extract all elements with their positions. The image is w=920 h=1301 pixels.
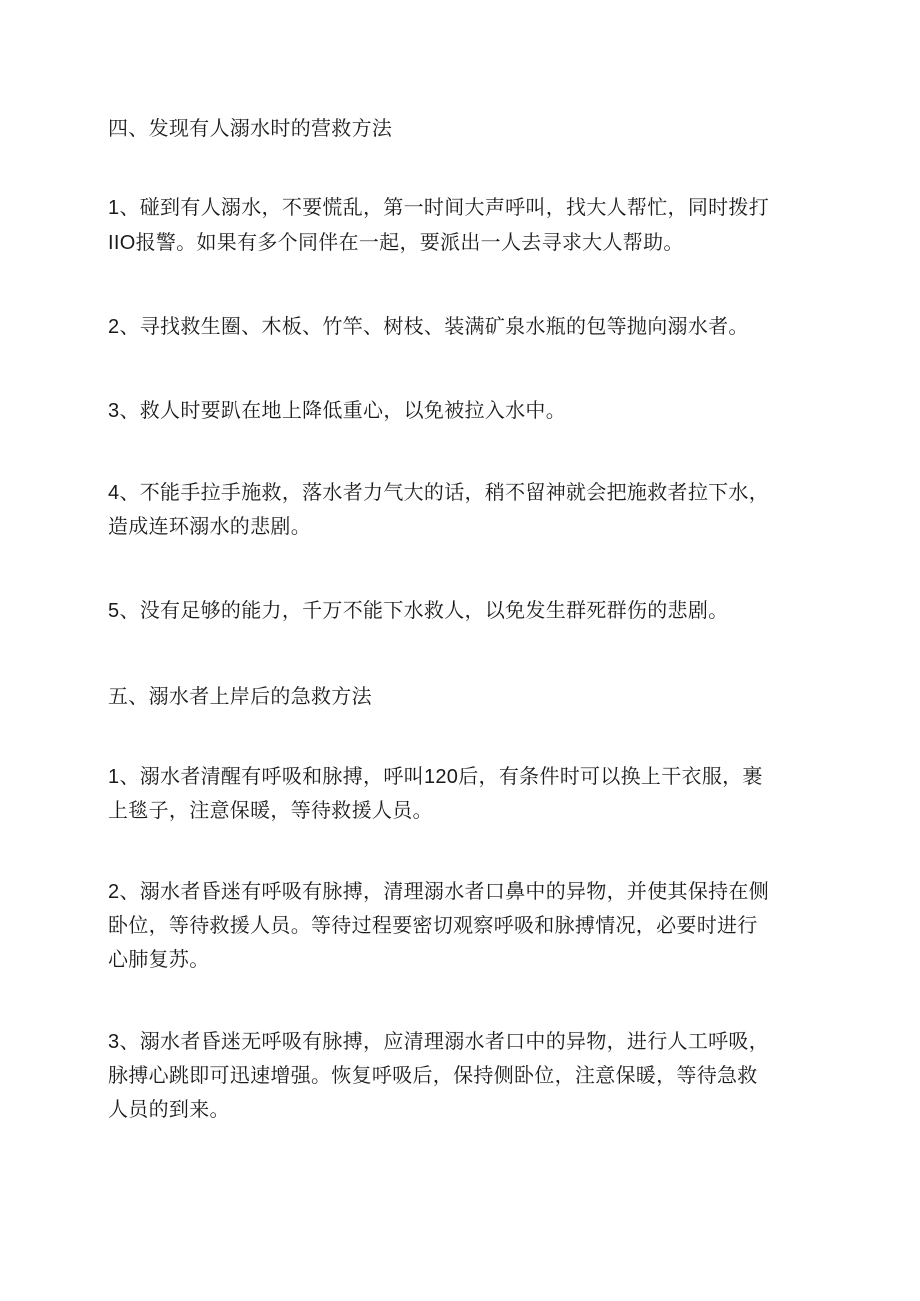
section-4-item-5 (108, 596, 728, 625)
item-text: 报警。如果有多个同伴在一起，要派出一人去寻求大人帮助。 (135, 230, 684, 254)
section-5-item-3-cont-1: 脉搏心跳即可迅速增强。恢复呼吸后，保持侧卧位，注意保暖，等待急救 (108, 1063, 758, 1087)
item-text: 、没有足够的能力，千万不能下水救人，以免发生群死群伤的悲剧。 (119, 598, 729, 622)
section-5-item-3 (108, 1027, 769, 1056)
section-5-item-2-cont-1: 卧位，等待救援人员。等待过程要密切观察呼吸和脉搏情况，必要时进行 (108, 913, 758, 937)
section-5-heading: 五、溺水者上岸后的急救方法 (108, 684, 372, 708)
item-number: 2 (108, 316, 120, 338)
item-text: 、溺水者昏迷无呼吸有脉搏，应清理溺水者口中的异物，进行人工呼吸， (119, 1029, 770, 1053)
item-number: 5 (108, 600, 120, 622)
section-5-item-2-cont-2: 心肺复苏。 (108, 947, 210, 971)
item-number: 3 (108, 400, 120, 422)
item-number: 4 (108, 482, 120, 504)
item-text: 、救人时要趴在地上降低重心，以免被拉入水中。 (119, 398, 567, 422)
section-4-item-2 (108, 312, 749, 341)
item-text: 、寻找救生圈、木板、竹竿、树枝、装满矿泉水瓶的包等抛向溺水者。 (119, 314, 749, 338)
item-number: 1 (108, 197, 120, 219)
item-text: 、溺水者清醒有呼吸和脉搏，呼叫 (119, 764, 424, 788)
item-number: 1 (108, 766, 120, 788)
item-number: 3 (108, 1031, 120, 1053)
item-text: 、溺水者昏迷有呼吸有脉搏，清理溺水者口鼻中的异物，并使其保持在侧 (119, 879, 770, 903)
item-code: IIO (108, 232, 136, 254)
section-5-item-2 (108, 877, 769, 906)
section-4-heading: 四、发现有人溺水时的营救方法 (108, 116, 393, 140)
section-5-item-3-cont-2: 人员的到来。 (108, 1097, 230, 1121)
section-4-item-1-cont (108, 228, 684, 257)
section-5-item-1-cont: 上毯子，注意保暖，等待救援人员。 (108, 798, 433, 822)
section-4-item-1 (108, 193, 769, 222)
item-text: 、碰到有人溺水，不要慌乱，第一时间大声呼叫，找大人帮忙，同时拨打 (119, 195, 770, 219)
section-5-item-1 (108, 762, 763, 791)
item-text: 后，有条件时可以换上干衣服，裹 (458, 764, 763, 788)
section-4-item-4-cont: 造成连环溺水的悲剧。 (108, 514, 311, 538)
section-4-item-4 (108, 478, 769, 507)
section-4-item-3 (108, 396, 566, 425)
emergency-number: 120 (423, 766, 459, 788)
item-number: 2 (108, 881, 120, 903)
item-text: 、不能手拉手施救，落水者力气大的话，稍不留神就会把施救者拉下水， (119, 480, 770, 504)
